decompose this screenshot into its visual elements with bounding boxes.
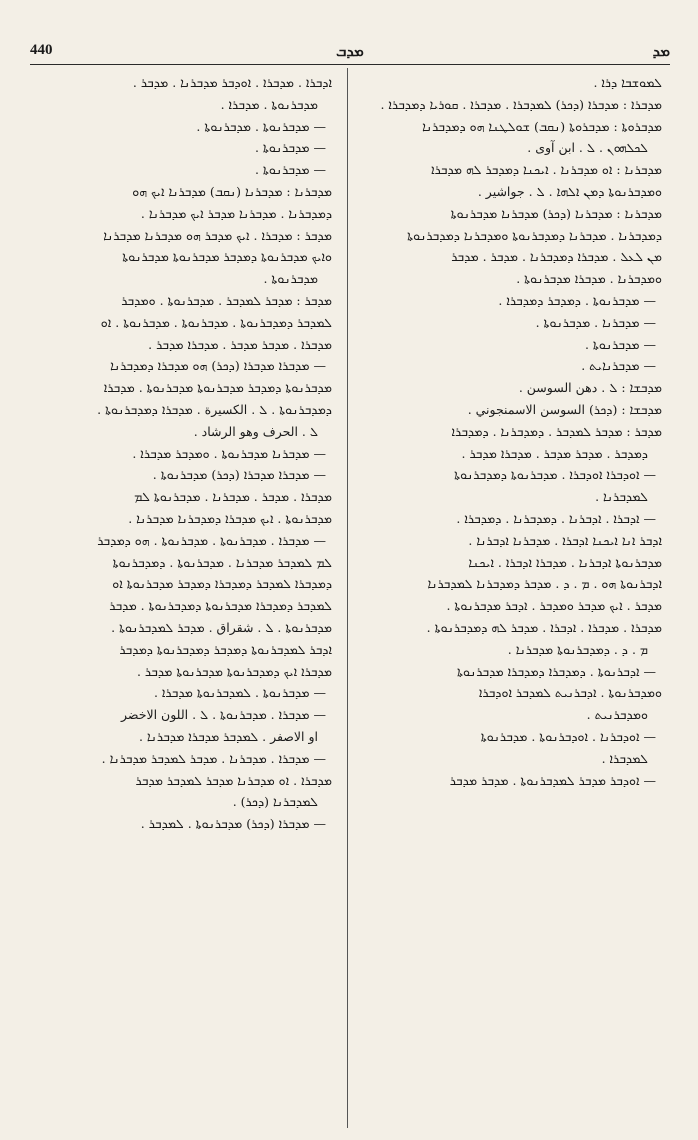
dictionary-line: — ܡܕܒܪܢܐܝܬ . (581, 358, 656, 374)
dictionary-line: ܠܡܕܒܪܐ . (601, 750, 648, 766)
dictionary-line: — ܡܕܒܪܐ . ܡܕܒܪܢܘܬܐ . ܠ . اللون الاخضر (121, 707, 326, 723)
dictionary-line: — ܡܕܒܪܢܐ ܡܕܒܪܢܘܬܐ . ܘܡܕܒܪ ܡܕܒܪܐ . (132, 445, 326, 461)
dictionary-line: ܠܡܕܒܪ ܕܡܕܒܪܐ ܡܕܒܪܢܘܬܐ ܕܡܕܒܪܢܘܬܐ . ܡܕܒܪ (109, 598, 332, 614)
running-head: ܡܕܒ (336, 42, 364, 60)
right-column (362, 72, 662, 1127)
dictionary-line: ܡܕܒܪܢܘܬܐ . ܡܕܒܪܐ . (220, 96, 318, 112)
dictionary-line: ܡܕܒܪܐ . ܐܘ ܡܕܒܪܢܐ ܡܕܒܪ ܠܡܕܒܪ ܡܕܒܪ (135, 772, 332, 788)
dictionary-line: ܡܕܒܪ : ܡܕܒܪ ܠܡܕܒܪ . ܕܡܕܒܪܢܐ . ܕܡܕܒܪܐ (451, 423, 662, 439)
dictionary-line: ܕܡܕܒܪܢܐ . ܡܕܒܪܢܐ ܕܡܕܒܪܢܘܬܐ ܘܡܕܒܪܢܐ ܕܡܕܒܪܢܘܬܐ (407, 227, 662, 243)
dictionary-line: ܡܕܒܪܐ . ܡܕܒܪ ܡܕܒܪ . ܡܕܒܪܐ ܡܕܒܪ . (148, 336, 332, 352)
dictionary-line: ܘܡܕܒܪܢܝܬ . (586, 707, 648, 723)
dictionary-line: ܡܕܒܪܢܘܬܐ . (263, 271, 318, 287)
column-divider (347, 68, 348, 1128)
dictionary-line: ܠܡܕܒܪܢܐ . (595, 489, 648, 505)
left-column (32, 72, 332, 1127)
dictionary-line: ܠܟܠܗܘܢ . ܠ . ابن آوى . (527, 140, 648, 156)
dictionary-line: او الاصفر . ܠܡܕܒܪ ܡܕܒܪܐ ܡܕܒܪܢܐ . (138, 728, 318, 744)
dictionary-line: ܠܡ ܠܡܕܒܪ ܡܕܒܪܢܐ . ܡܕܒܪܢܘܬܐ . ܕܡܕܒܪܢܘܬܐ (112, 554, 332, 570)
dictionary-line: ܘܡܕܒܪܢܐ . ܡܕܒܪܐ ܡܕܒܪܢܘܬܐ . (516, 271, 662, 287)
dictionary-line: ܐܕܒܪ ܠܡܕܒܪܢܘܬܐ ܕܡܕܒܪ ܕܡܕܒܪܢܘܬܐ ܕܡܕܒܪ (119, 641, 332, 657)
header-rule (30, 64, 670, 65)
dictionary-line: ܡܕܒܪ : ܡܕܒܪ ܠܡܕܒܪ . ܡܕܒܪܢܘܬܐ . ܘܡܕܒܪ (121, 292, 332, 308)
dictionary-line: — ܡܕܒܪܢܘܬܐ . ܡܕܒܪܢܘܬܐ . (196, 118, 326, 134)
dictionary-line: — ܡܕܒܪܢܘܬܐ . (584, 336, 656, 352)
dictionary-line: ܠ . الحرف وهو الرشاد . (193, 423, 318, 439)
dictionary-line: — ܐܘܕܒܪ ܡܕܒܪ ܠܡܕܒܪܢܘܬܐ . ܡܕܒܪ ܡܕܒܪ (449, 772, 656, 788)
dictionary-line: ܐܕܒܪܐ . ܡܕܒܪܐ . ܐܘܕܒܪ ܡܕܒܪܢܐ . ܡܕܒܪ . (132, 75, 332, 90)
dictionary-line: ܕܡܕܒܪܢܘܬܐ . ܠ . الكسيرة . ܡܕܒܪܐ ܕܡܕܒܪܢܘܬܐ . (97, 401, 332, 417)
dictionary-line: ܕܡܕܒܪܢܐ . ܡܕܒܪܢܐ ܡܕܒܪ ܐܝܟ ܡܕܒܪܢܐ . (140, 205, 332, 221)
dictionary-line: ܡܕܒܪܢܐ : ܡܕܒܪܢܐ (ܢܩܒ) ܡܕܒܪܢܐ ܐܝܟ ܗܘ (132, 183, 332, 199)
dictionary-line: ܡܕܒܪܢܐ : ܐܘ ܡܕܒܪܢܐ . ܐܝܟܢܐ ܕܡܕܒܪ ܠܗ ܡܕܒܪܐ (431, 162, 662, 178)
dictionary-line: ܕܡܕܒܪܐ ܠܡܕܒܪ ܕܡܕܒܪܐ ܕܡܕܒܪ ܡܕܒܪܢܘܬܐ ܐܘ (112, 576, 332, 592)
dictionary-line: ܡܕܒܪܢܘܬܐ ܕܡܕܒܪ ܡܕܒܪܢܘܬܐ ܡܕܒܪܢܘܬܐ . ܡܕܒܪܐ (103, 380, 332, 396)
dictionary-line: — ܡܕܒܪܢܘܬܐ . (254, 162, 326, 178)
dictionary-line: ܠܡܕܒܪܢܐ (ܕܟܪ) . (232, 794, 318, 810)
dictionary-line: — ܡܕܒܪܐ (ܕܟܪ) ܡܕܒܪܢܘܬܐ . ܠܡܕܒܪ . (140, 816, 326, 832)
dictionary-line: — ܡܕܒܪܐ ܡܕܒܪܐ (ܕܟܪ) ܡܕܒܪܢܘܬܐ . (152, 467, 326, 483)
dictionary-line: — ܐܕܒܪܢܘܬܐ . ܕܡܕܒܪܐ ܕܡܕܒܪܐ ܡܕܒܪܢܘܬܐ (457, 663, 656, 679)
dictionary-line: ܘܡܕܒܪܢܘܬܐ ܕܡܢ ܐܠܗܐ . ܠ . جواشير . (477, 183, 662, 199)
dictionary-line: ܡܕܒܪܢܐ : ܡܕܒܪܢܐ (ܕܟܪ) ܡܕܒܪܢܐ ܡܕܒܪܢܘܬܐ (450, 205, 662, 221)
dictionary-line: — ܐܕܒܪܐ . ܐܕܒܪܢܐ . ܕܡܕܒܪܢܐ . ܕܡܕܒܪܐ . (456, 510, 656, 526)
dictionary-line: ܡܢ ܠܥܠ . ܡܕܒܪܐ ܕܡܕܒܪܢܐ . ܡܕܒܪ . ܡܕܒܪ (451, 249, 662, 265)
dictionary-line: — ܡܕܒܪܢܘܬܐ . (254, 140, 326, 156)
dictionary-line: ܡܕܒܪܢܘܬܐ . ܐܝܟ ܡܕܒܪܐ ܕܡܕܒܪܢܐ ܡܕܒܪܢܐ . (128, 510, 332, 526)
dictionary-line: ܐܕܒܪܢܘܬܐ ܗܘ . ܡ . ܕ . ܡܕܒܪ ܕܡܕܒܪܢܐ ܠܡܕܒܪܢܐ (427, 576, 662, 592)
dictionary-line: — ܐܘܕܒܪܢܐ . ܐܘܕܒܪܢܘܬܐ . ܡܕܒܪܢܘܬܐ (480, 728, 656, 744)
dictionary-line: ܡܕܒܫܐ : (ܕܟܪ) السوسن الاسمنجوني . (467, 401, 662, 417)
page-number: 440 (30, 42, 53, 58)
dictionary-line: — ܡܕܒܪܢܘܬܐ . ܕܡܕܒܪ ܕܡܕܒܪܐ . (498, 292, 656, 308)
section-mark: ܡܕ (652, 42, 670, 60)
dictionary-line: — ܡܕܒܪܐ ܡܕܒܪܐ (ܕܟܪ) ܗܘ ܡܕܒܪܐ ܕܡܕܒܪܢܐ (110, 358, 326, 374)
dictionary-line: ܡܕܒܪܐ . ܡܕܒܪܐ . ܐܕܒܪܐ . ܡܕܒܪ ܠܗ ܕܡܕܒܪܢܘܬܐ . (426, 619, 662, 635)
dictionary-line: — ܡܕܒܪܢܐ . ܡܕܒܪܢܘܬܐ . (535, 314, 656, 330)
dictionary-line: — ܐܘܕܒܪܐ ܐܘܕܒܪܐ . ܡܕܒܪܢܘܬܐ ܕܡܕܒܪܢܘܬܐ (454, 467, 656, 483)
dictionary-line: ܕܡܕܒܪ . ܡܕܒܪ ܡܕܒܪ . ܡܕܒܪܐ ܡܕܒܪ . (461, 445, 648, 461)
dictionary-line: ܡܕܒܪ . ܐܝܟ ܡܕܒܪ ܘܡܕܒܪ . ܐܕܒܪ ܡܕܒܪܢܘܬܐ . (446, 598, 662, 614)
dictionary-line: ܐܕܒܪ ܐܢܐ ܐܝܟܢܐ ܐܕܒܪܐ . ܡܕܒܪܢܐ ܐܕܒܪܢܐ . (468, 532, 662, 548)
dictionary-line: ܡܕܒܪܘܬܐ : ܡܕܒܪܘܬܐ (ܢܩܒ) ܫܘܠܛܢܐ ܗܘ ܕܡܕܒܪܢܐ (422, 118, 662, 134)
dictionary-line: — ܡܕܒܪܐ . ܡܕܒܪܢܐ . ܡܕܒܪ ܠܡܕܒܪ ܡܕܒܪܢܐ . (101, 750, 326, 766)
dictionary-line: ܡܕܒܪܐ . ܡܕܒܪ . ܡܕܒܪܢܐ . ܡܕܒܪܢܘܬܐ ܠܡ (134, 489, 332, 505)
dictionary-line: — ܡܕܒܪܢܘܬܐ . ܠܡܕܒܪܢܘܬܐ ܡܕܒܪܐ . (153, 685, 326, 701)
dictionary-line: ܘܡܕܒܪܢܘܬܐ . ܐܕܒܪܢܝܬ ܠܡܕܒܪ ܐܘܕܒܪܐ (478, 685, 662, 701)
dictionary-line: ܡܕܒܪܢܘܬܐ ܐܕܒܪܢܐ . ܡܕܒܪܐ ܐܕܒܪܐ . ܐܝܟܢܐ (468, 554, 662, 570)
dictionary-line: — ܡܕܒܪܐ . ܡܕܒܪܢܘܬܐ . ܡܕܒܪܢܘܬܐ . ܗܘ ܕܡܕܒܪ (97, 532, 326, 548)
page-header (30, 42, 670, 64)
dictionary-line: ܠܡܘܫܒܐ ܕܪܐ . (593, 75, 662, 90)
dictionary-line: ܡܕܒܪܐ ܐܝܟ ܕܡܕܒܪܢܘܬܐ ܡܕܒܪܢܘܬܐ ܡܕܒܪ . (136, 663, 332, 679)
dictionary-line: ܠܡܕܒܪ ܕܡܕܒܪܢܘܬܐ . ܡܕܒܪܢܘܬܐ . ܡܕܒܪܢܘܬܐ . ܐܘ (100, 314, 332, 330)
dictionary-line: ܡܕܒܪܢܘܬܐ . ܠ . شقراق . ܡܕܒܪ ܠܡܕܒܪܢܘܬܐ . (111, 619, 332, 635)
dictionary-line: ܡܕܒܫܐ : ܠ . دهن السوسن . (518, 380, 662, 396)
dictionary-line: ܘܐܝܟ ܡܕܒܪܢܘܬܐ ܕܡܕܒܪ ܡܕܒܪܢܘܬܐ ܡܕܒܪܢܘܬܐ (122, 249, 332, 265)
dictionary-line: ܡ . ܕ . ܕܡܕܒܪܢܘܬܐ ܡܕܒܪܢܐ . (507, 641, 648, 657)
dictionary-line: ܡܕܒܪܐ : ܡܕܒܪܐ (ܕܟܪ) ܠܡܕܒܪܐ . ܡܕܒܪܐ . ܩܘܪܝܐ ܕܡܕܒܪܐ . (380, 96, 662, 112)
dictionary-line: ܡܕܒܪ : ܡܕܒܪܐ . ܐܝܟ ܡܕܒܪ ܗܘ ܡܕܒܪܢܐ ܡܕܒܪܢܐ (103, 227, 332, 243)
